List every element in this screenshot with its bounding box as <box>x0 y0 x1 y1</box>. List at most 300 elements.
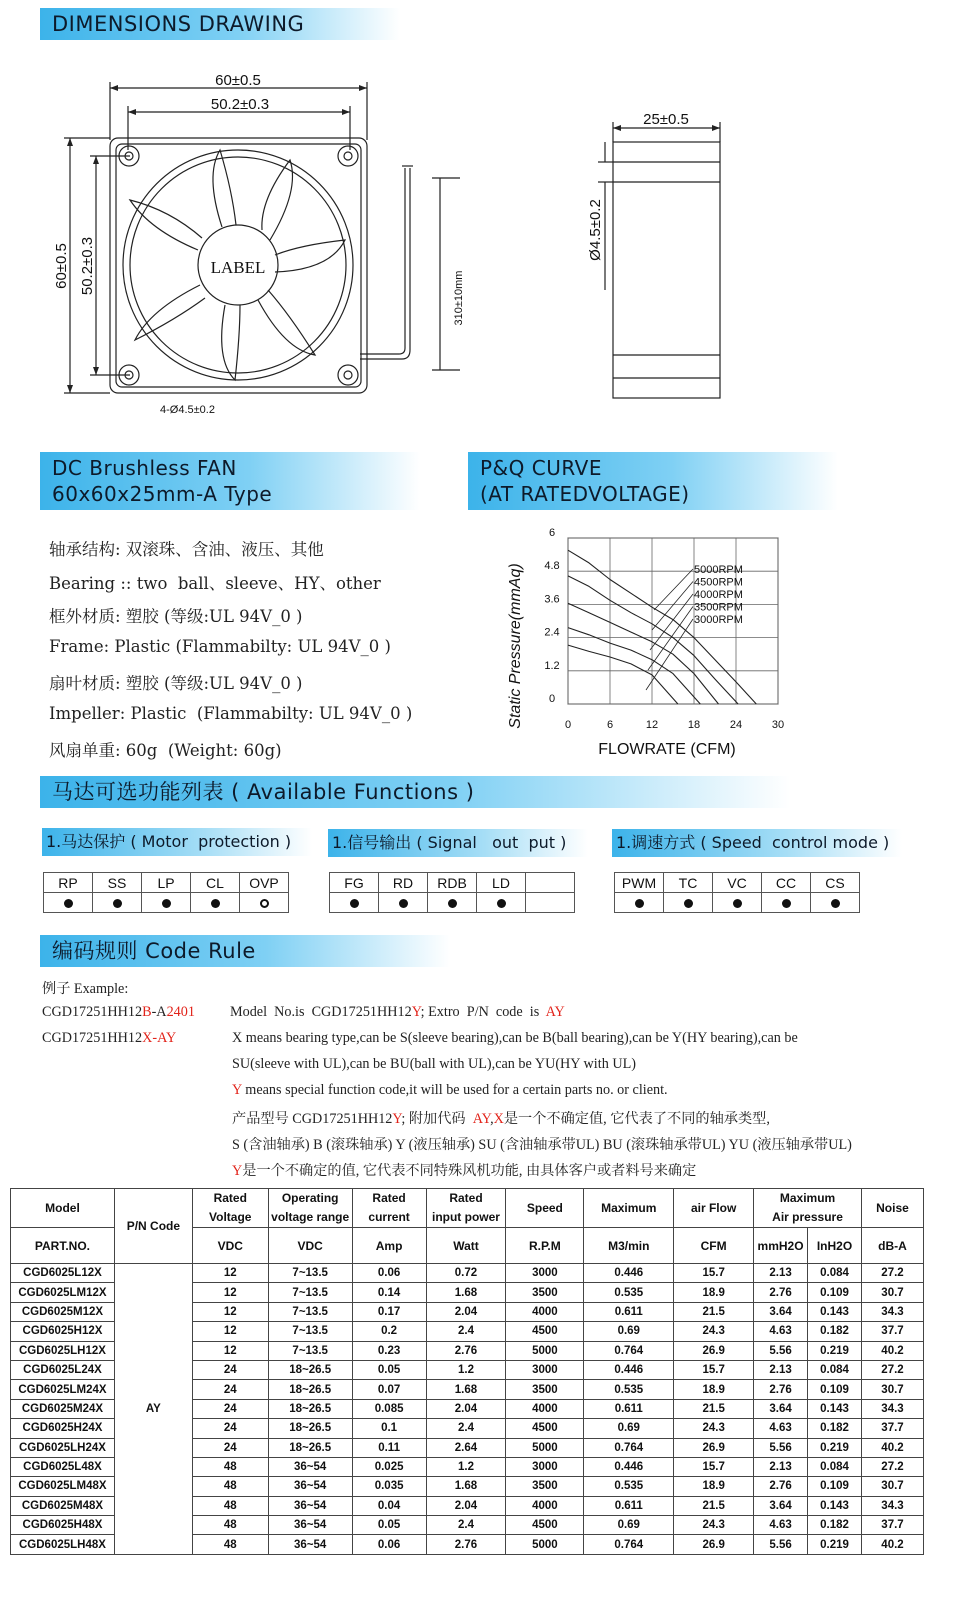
table-unit-cell: mmH2O <box>754 1228 808 1264</box>
model-cell: CGD6025LH48X <box>11 1535 115 1554</box>
value-cell: 36~54 <box>268 1457 352 1476</box>
value-cell: 12 <box>192 1302 268 1321</box>
value-cell: 2.13 <box>754 1264 808 1283</box>
value-cell: 37.7 <box>861 1322 923 1341</box>
value-cell: 36~54 <box>268 1535 352 1554</box>
pq-legend-leader <box>650 594 693 650</box>
pq-chart <box>490 520 810 770</box>
pq-legend-4500rpm: 4500RPM <box>694 576 743 589</box>
rule-line-4: Y means special function code,it will be used for a certain parts no. or client. <box>232 1082 668 1098</box>
motor-protection-table <box>43 872 289 913</box>
filled-dot-icon <box>831 899 840 908</box>
value-cell: 3500 <box>506 1283 584 1302</box>
speed-col-header: VC <box>713 873 762 893</box>
value-cell: 2.64 <box>426 1438 506 1457</box>
pq-legend-leader <box>646 619 693 690</box>
height-outer-label: 60±0.5 <box>53 243 70 289</box>
model-cell: CGD6025H48X <box>11 1516 115 1535</box>
value-cell: 2.4 <box>426 1516 506 1535</box>
code-rule-title: 编码规则 Code Rule <box>52 939 256 963</box>
filled-dot-icon <box>211 899 220 908</box>
motor-mark-cell <box>142 893 191 913</box>
value-cell: 18~26.5 <box>268 1438 352 1457</box>
value-cell: 36~54 <box>268 1516 352 1535</box>
value-cell: 0.23 <box>352 1341 426 1360</box>
value-cell: 0.535 <box>584 1283 674 1302</box>
table-unit-cell: R.P.M <box>506 1228 584 1264</box>
rule-line-6: S (含油轴承) B (滚珠轴承) Y (液压轴承) SU (含油轴承带UL) BU (滚珠轴承带UL) YU (液压轴承带UL) <box>232 1137 852 1153</box>
value-cell: 2.13 <box>754 1360 808 1379</box>
value-cell: 1.68 <box>426 1477 506 1496</box>
value-cell: 2.76 <box>754 1380 808 1399</box>
value-cell: 0.446 <box>584 1360 674 1379</box>
value-cell: 48 <box>192 1516 268 1535</box>
value-cell: 4.63 <box>754 1322 808 1341</box>
filled-dot-icon <box>782 899 791 908</box>
value-cell: 5000 <box>506 1438 584 1457</box>
rule-line-5: 产品型号 CGD17251HH12Y; 附加代码 AY,X是一个不确定值, 它代表了不同的轴承类型, <box>232 1111 770 1127</box>
signal-col-header: FG <box>330 873 379 893</box>
value-cell: 24 <box>192 1419 268 1438</box>
value-cell: 2.13 <box>754 1457 808 1476</box>
value-cell: 2.76 <box>754 1477 808 1496</box>
value-cell: 0.17 <box>352 1302 426 1321</box>
value-cell: 4.63 <box>754 1419 808 1438</box>
filled-dot-icon <box>64 899 73 908</box>
value-cell: 2.04 <box>426 1399 506 1418</box>
fan-type-line2: 60x60x25mm-A Type <box>52 482 273 506</box>
speed-col-header: PWM <box>615 873 664 893</box>
value-cell: 0.05 <box>352 1360 426 1379</box>
filled-dot-icon <box>350 899 359 908</box>
value-cell: 4000 <box>506 1496 584 1515</box>
width-inner-label: 50.2±0.3 <box>210 96 270 113</box>
spec-frame-cn: 框外材质: 塑胶 (等级:UL 94V_0 ) <box>49 607 303 626</box>
speed-control-label: 1.调速方式 ( Speed control mode ) <box>612 829 902 857</box>
value-cell: 0.084 <box>808 1264 862 1283</box>
model-cell: CGD6025LM12X <box>11 1283 115 1302</box>
pq-legend-3500rpm: 3500RPM <box>694 601 743 614</box>
value-cell: 0.084 <box>808 1360 862 1379</box>
speed-mark-cell <box>713 893 762 913</box>
value-cell: 34.3 <box>861 1399 923 1418</box>
dimensions-drawing <box>0 50 960 430</box>
signal-col-header: RD <box>379 873 428 893</box>
pq-legend-leader <box>648 607 693 671</box>
hollow-dot-icon <box>260 899 269 908</box>
value-cell: 15.7 <box>674 1360 754 1379</box>
value-cell: 2.04 <box>426 1302 506 1321</box>
example-label: 例子 Example: <box>42 981 129 997</box>
speed-col-header: CS <box>811 873 860 893</box>
value-cell: 21.5 <box>674 1399 754 1418</box>
model-cell: CGD6025M12X <box>11 1302 115 1321</box>
filled-dot-icon <box>113 899 122 908</box>
rule-line-3: SU(sleeve with UL),can be BU(ball with UL),can be YU(HY with UL) <box>232 1056 636 1072</box>
value-cell: 0.764 <box>584 1535 674 1554</box>
value-cell: 3.64 <box>754 1302 808 1321</box>
pq-plot-frame <box>568 538 778 704</box>
motor-mark-cell <box>44 893 93 913</box>
holes-label: 4-Ø4.5±0.2 <box>160 404 215 416</box>
speed-mark-cell <box>762 893 811 913</box>
table-header-cell: Maximum <box>584 1189 674 1228</box>
value-cell: 0.2 <box>352 1322 426 1341</box>
value-cell: 0.11 <box>352 1438 426 1457</box>
value-cell: 3000 <box>506 1264 584 1283</box>
value-cell: 15.7 <box>674 1457 754 1476</box>
pq-xtick-label: 0 <box>564 719 572 731</box>
value-cell: 37.7 <box>861 1516 923 1535</box>
spec-table <box>10 1188 924 1555</box>
pq-xtick-label: 24 <box>729 719 743 731</box>
table-header-cell: Rated Voltage <box>192 1189 268 1228</box>
value-cell: 48 <box>192 1457 268 1476</box>
model-cell: CGD6025M24X <box>11 1399 115 1418</box>
pq-ylabel: Static Pressure(mmAq) <box>507 563 524 729</box>
signal-mark-cell <box>477 893 526 913</box>
value-cell: 30.7 <box>861 1380 923 1399</box>
value-cell: 1.68 <box>426 1380 506 1399</box>
functions-title: 马达可选功能列表 ( Available Functions ) <box>52 780 475 804</box>
value-cell: 4000 <box>506 1302 584 1321</box>
value-cell: 24 <box>192 1399 268 1418</box>
rule-line-1: Model No.is CGD17251HH12Y; Extro P/N code is AY <box>230 1004 565 1020</box>
value-cell: 2.76 <box>426 1535 506 1554</box>
table-unit-cell: dB-A <box>861 1228 923 1264</box>
pq-grid <box>568 538 778 704</box>
value-cell: 24.3 <box>674 1419 754 1438</box>
pq-xtick-label: 18 <box>687 719 701 731</box>
value-cell: 0.535 <box>584 1380 674 1399</box>
value-cell: 0.446 <box>584 1264 674 1283</box>
model-cell: CGD6025H24X <box>11 1419 115 1438</box>
speed-mark-cell <box>664 893 713 913</box>
speed-mark-cell <box>615 893 664 913</box>
value-cell: 7~13.5 <box>268 1341 352 1360</box>
rule-line-2: X means bearing type,can be S(sleeve bearing),can be B(ball bearing),can be Y(HY bearing),can be <box>232 1030 798 1046</box>
value-cell: 36~54 <box>268 1477 352 1496</box>
value-cell: 0.06 <box>352 1264 426 1283</box>
table-unit-cell: PART.NO. <box>11 1228 115 1264</box>
value-cell: 0.219 <box>808 1341 862 1360</box>
motor-mark-cell <box>93 893 142 913</box>
value-cell: 3500 <box>506 1380 584 1399</box>
value-cell: 5.56 <box>754 1535 808 1554</box>
filled-dot-icon <box>497 899 506 908</box>
value-cell: 0.182 <box>808 1322 862 1341</box>
value-cell: 2.4 <box>426 1322 506 1341</box>
signal-col-header <box>526 873 575 893</box>
value-cell: 0.1 <box>352 1419 426 1438</box>
table-header-cell: Model <box>11 1189 115 1228</box>
value-cell: 18~26.5 <box>268 1399 352 1418</box>
value-cell: 0.085 <box>352 1399 426 1418</box>
value-cell: 3.64 <box>754 1496 808 1515</box>
value-cell: 18~26.5 <box>268 1380 352 1399</box>
speed-mark-cell <box>811 893 860 913</box>
model-cell: CGD6025LH12X <box>11 1341 115 1360</box>
value-cell: 12 <box>192 1264 268 1283</box>
pq-legend-5000rpm: 5000RPM <box>694 564 743 576</box>
table-unit-cell: Watt <box>426 1228 506 1264</box>
filled-dot-icon <box>162 899 171 908</box>
value-cell: 0.182 <box>808 1419 862 1438</box>
value-cell: 3500 <box>506 1477 584 1496</box>
value-cell: 3.64 <box>754 1399 808 1418</box>
side-hole-label: Ø4.5±0.2 <box>587 199 604 261</box>
value-cell: 18.9 <box>674 1380 754 1399</box>
value-cell: 48 <box>192 1535 268 1554</box>
value-cell: 0.69 <box>584 1322 674 1341</box>
value-cell: 34.3 <box>861 1302 923 1321</box>
value-cell: 0.764 <box>584 1341 674 1360</box>
filled-dot-icon <box>399 899 408 908</box>
value-cell: 5.56 <box>754 1438 808 1457</box>
value-cell: 0.143 <box>808 1496 862 1515</box>
model-cell: CGD6025LM48X <box>11 1477 115 1496</box>
spec-impeller-en: Impeller: Plastic (Flammabilty: UL 94V_0 ) <box>49 704 413 723</box>
signal-col-header: RDB <box>428 873 477 893</box>
speed-col-header: TC <box>664 873 713 893</box>
table-unit-cell: CFM <box>674 1228 754 1264</box>
value-cell: 26.9 <box>674 1341 754 1360</box>
table-row <box>11 1264 924 1283</box>
value-cell: 27.2 <box>861 1360 923 1379</box>
value-cell: 1.2 <box>426 1457 506 1476</box>
motor-col-header: RP <box>44 873 93 893</box>
pq-xtick-label: 6 <box>606 719 614 731</box>
speed-col-header: CC <box>762 873 811 893</box>
table-unit-cell: Amp <box>352 1228 426 1264</box>
motor-mark-cell <box>191 893 240 913</box>
dimensions-title: DIMENSIONS DRAWING <box>52 12 305 36</box>
width-outer-label: 60±0.5 <box>215 72 261 89</box>
table-header-cell: Operating voltage range <box>268 1189 352 1228</box>
value-cell: 7~13.5 <box>268 1264 352 1283</box>
pq-ytick-label: 4.8 <box>544 560 560 573</box>
motor-col-header: CL <box>191 873 240 893</box>
model-cell: CGD6025L24X <box>11 1360 115 1379</box>
value-cell: 0.219 <box>808 1535 862 1554</box>
code-rule-banner <box>40 935 450 967</box>
value-cell: 37.7 <box>861 1419 923 1438</box>
signal-output-table <box>329 872 575 913</box>
value-cell: 0.611 <box>584 1399 674 1418</box>
value-cell: 0.07 <box>352 1380 426 1399</box>
cable-length-label: 310±10mm <box>453 270 465 326</box>
spec-bearing-cn: 轴承结构: 双滚珠、含油、液压、其他 <box>49 540 324 559</box>
table-header-cell: Rated input power <box>426 1189 506 1228</box>
table-header-cell: Noise <box>861 1189 923 1228</box>
model-cell: CGD6025LH24X <box>11 1438 115 1457</box>
pq-ytick-label: 1.2 <box>544 659 560 672</box>
value-cell: 5.56 <box>754 1341 808 1360</box>
value-cell: 30.7 <box>861 1477 923 1496</box>
example-code-1: CGD17251HH12B-A2401 <box>42 1004 195 1020</box>
value-cell: 12 <box>192 1283 268 1302</box>
fan-type-line1: DC Brushless FAN <box>52 456 237 480</box>
filled-dot-icon <box>635 899 644 908</box>
pq-curve-line2: (AT RATEDVOLTAGE) <box>480 482 690 506</box>
signal-mark-cell <box>330 893 379 913</box>
filled-dot-icon <box>684 899 693 908</box>
model-cell: CGD6025LM24X <box>11 1380 115 1399</box>
value-cell: 12 <box>192 1341 268 1360</box>
value-cell: 21.5 <box>674 1496 754 1515</box>
motor-col-header: SS <box>93 873 142 893</box>
filled-dot-icon <box>733 899 742 908</box>
value-cell: 4500 <box>506 1419 584 1438</box>
value-cell: 1.2 <box>426 1360 506 1379</box>
spec-impeller-cn: 扇叶材质: 塑胶 (等级:UL 94V_0 ) <box>49 674 303 693</box>
table-header-cell: Speed <box>506 1189 584 1228</box>
pq-ytick-label: 0 <box>548 693 556 705</box>
rule-line-7: Y是一个不确定的值, 它代表不同特殊风机功能, 由具体客户或者料号来确定 <box>232 1163 697 1179</box>
speed-control-table <box>614 872 860 913</box>
pq-legend-4000rpm: 4000RPM <box>694 589 743 601</box>
value-cell: 0.535 <box>584 1477 674 1496</box>
table-header-cell: Maximum Air pressure <box>754 1189 862 1228</box>
table-header-cell: air Flow <box>674 1189 754 1228</box>
functions-banner <box>40 776 790 808</box>
value-cell: 26.9 <box>674 1438 754 1457</box>
motor-col-header: OVP <box>240 873 289 893</box>
table-unit-cell: VDC <box>192 1228 268 1264</box>
value-cell: 48 <box>192 1496 268 1515</box>
value-cell: 3000 <box>506 1457 584 1476</box>
signal-mark-cell <box>526 893 575 913</box>
value-cell: 0.025 <box>352 1457 426 1476</box>
value-cell: 0.69 <box>584 1516 674 1535</box>
value-cell: 0.109 <box>808 1477 862 1496</box>
motor-protection-label: 1.马达保护 ( Motor protection ) <box>42 828 312 856</box>
value-cell: 27.2 <box>861 1264 923 1283</box>
value-cell: 4.63 <box>754 1516 808 1535</box>
value-cell: 0.219 <box>808 1438 862 1457</box>
value-cell: 2.04 <box>426 1496 506 1515</box>
value-cell: 48 <box>192 1477 268 1496</box>
signal-output-label: 1.信号输出 ( Signal out put ) <box>328 829 588 857</box>
fan-type-banner <box>40 452 420 510</box>
value-cell: 4500 <box>506 1322 584 1341</box>
value-cell: 0.611 <box>584 1496 674 1515</box>
value-cell: 0.764 <box>584 1438 674 1457</box>
pq-ytick-label: 2.4 <box>544 626 560 639</box>
value-cell: 18.9 <box>674 1283 754 1302</box>
value-cell: 4000 <box>506 1399 584 1418</box>
value-cell: 24.3 <box>674 1516 754 1535</box>
value-cell: 2.76 <box>754 1283 808 1302</box>
model-cell: CGD6025H12X <box>11 1322 115 1341</box>
value-cell: 0.04 <box>352 1496 426 1515</box>
value-cell: 7~13.5 <box>268 1283 352 1302</box>
value-cell: 12 <box>192 1322 268 1341</box>
table-unit-cell: VDC <box>268 1228 352 1264</box>
model-cell: CGD6025L12X <box>11 1264 115 1283</box>
value-cell: 27.2 <box>861 1457 923 1476</box>
value-cell: 0.182 <box>808 1516 862 1535</box>
model-cell: CGD6025M48X <box>11 1496 115 1515</box>
value-cell: 0.035 <box>352 1477 426 1496</box>
table-header-cell: Rated current <box>352 1189 426 1228</box>
pq-legend-3000rpm: 3000RPM <box>694 614 743 626</box>
filled-dot-icon <box>448 899 457 908</box>
value-cell: 18~26.5 <box>268 1360 352 1379</box>
value-cell: 0.143 <box>808 1302 862 1321</box>
fan-label-text: LABEL <box>210 258 266 277</box>
spec-frame-en: Frame: Plastic (Flammabilty: UL 94V_0 ) <box>49 637 391 656</box>
value-cell: 24 <box>192 1438 268 1457</box>
value-cell: 26.9 <box>674 1535 754 1554</box>
value-cell: 0.611 <box>584 1302 674 1321</box>
spec-bearing-en: Bearing :: two ball、sleeve、HY、other <box>49 574 381 593</box>
value-cell: 36~54 <box>268 1496 352 1515</box>
table-header-row <box>11 1189 924 1228</box>
value-cell: 18~26.5 <box>268 1419 352 1438</box>
value-cell: 40.2 <box>861 1341 923 1360</box>
model-cell: CGD6025L48X <box>11 1457 115 1476</box>
value-cell: 15.7 <box>674 1264 754 1283</box>
value-cell: 0.084 <box>808 1457 862 1476</box>
signal-col-header: LD <box>477 873 526 893</box>
value-cell: 1.68 <box>426 1283 506 1302</box>
value-cell: 0.109 <box>808 1380 862 1399</box>
value-cell: 0.72 <box>426 1264 506 1283</box>
value-cell: 0.446 <box>584 1457 674 1476</box>
value-cell: 0.69 <box>584 1419 674 1438</box>
pq-xtick-label: 30 <box>771 719 785 731</box>
pq-curve-line1: P&Q CURVE <box>480 456 602 480</box>
pq-xlabel: FLOWRATE (CFM) <box>598 741 736 758</box>
signal-mark-cell <box>428 893 477 913</box>
pq-xtick-label: 12 <box>645 719 659 731</box>
value-cell: 0.06 <box>352 1535 426 1554</box>
pq-curve-3000rpm <box>568 645 678 704</box>
value-cell: 0.05 <box>352 1516 426 1535</box>
example-code-2: CGD17251HH12X-AY <box>42 1030 177 1046</box>
motor-mark-cell <box>240 893 289 913</box>
pn-code-cell: AY <box>114 1264 192 1555</box>
value-cell: 18.9 <box>674 1477 754 1496</box>
value-cell: 40.2 <box>861 1438 923 1457</box>
table-unit-cell: InH2O <box>808 1228 862 1264</box>
value-cell: 21.5 <box>674 1302 754 1321</box>
value-cell: 40.2 <box>861 1535 923 1554</box>
depth-label: 25±0.5 <box>643 111 689 128</box>
value-cell: 0.109 <box>808 1283 862 1302</box>
value-cell: 24 <box>192 1360 268 1379</box>
value-cell: 30.7 <box>861 1283 923 1302</box>
pq-curve-banner <box>468 452 838 510</box>
signal-mark-cell <box>379 893 428 913</box>
table-unit-cell: M3/min <box>584 1228 674 1264</box>
motor-col-header: LP <box>142 873 191 893</box>
pq-ytick-label: 6 <box>548 527 556 539</box>
table-header-cell: P/N Code <box>114 1189 192 1264</box>
value-cell: 2.76 <box>426 1341 506 1360</box>
value-cell: 0.143 <box>808 1399 862 1418</box>
value-cell: 7~13.5 <box>268 1302 352 1321</box>
value-cell: 34.3 <box>861 1496 923 1515</box>
value-cell: 5000 <box>506 1535 584 1554</box>
pq-ytick-label: 3.6 <box>544 593 560 606</box>
value-cell: 5000 <box>506 1341 584 1360</box>
value-cell: 24 <box>192 1380 268 1399</box>
value-cell: 4500 <box>506 1516 584 1535</box>
spec-weight: 风扇单重: 60g (Weight: 60g) <box>49 741 282 760</box>
value-cell: 7~13.5 <box>268 1322 352 1341</box>
